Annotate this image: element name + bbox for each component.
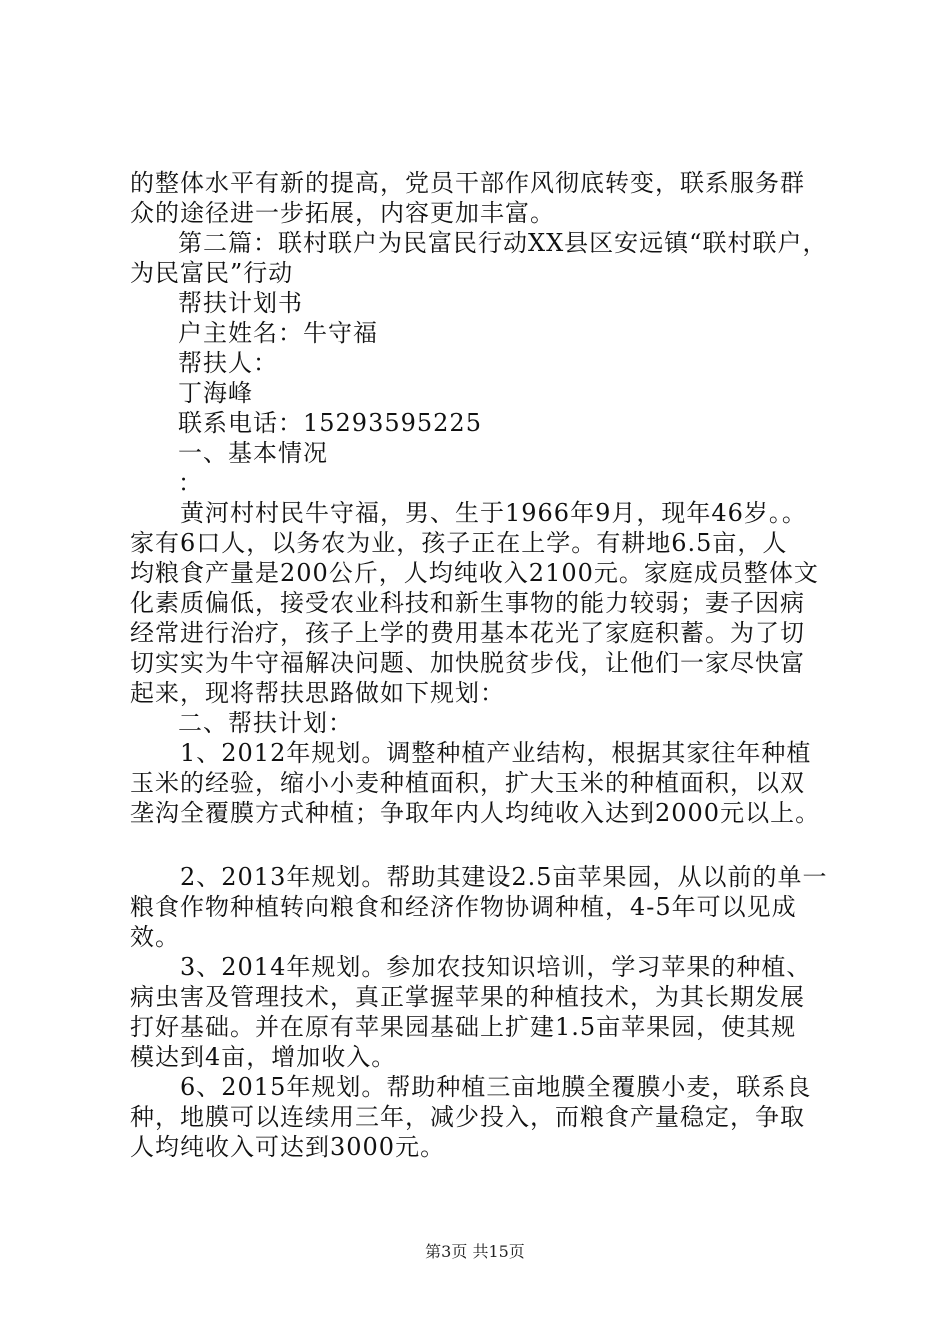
heading-help-plan: 二、帮扶计划： <box>178 709 353 737</box>
paragraph-line: 经常进行治疗，孩子上学的费用基本花光了家庭积蓄。为了切 <box>130 619 805 647</box>
paragraph-line: 模达到4亩，增加收入。 <box>130 1043 397 1071</box>
text-line: 众的途径进一步拓展，内容更加丰富。 <box>130 199 555 227</box>
paragraph-line: 黄河村村民牛守福，男、生于1966年9月，现年46岁。。 <box>180 499 807 527</box>
paragraph-line: 起来，现将帮扶思路做如下规划： <box>130 679 505 707</box>
plan-title: 帮扶计划书 <box>178 289 303 317</box>
paragraph-line: 打好基础。并在原有苹果园基础上扩建1.5亩苹果园，使其规 <box>130 1013 797 1041</box>
paragraph-line: 玉米的经验，缩小小麦种植面积，扩大玉米的种植面积，以双 <box>130 769 805 797</box>
text-line: 的整体水平有新的提高，党员干部作风彻底转变，联系服务群 <box>130 169 805 197</box>
plan-2014: 3、2014年规划。参加农技知识培训，学习苹果的种植、 <box>180 953 812 981</box>
plan-2013: 2、2013年规划。帮助其建设2.5亩苹果园，从以前的单一 <box>180 863 828 891</box>
paragraph-line: 切实实为牛守福解决问题、加快脱贫步伐，让他们一家尽快富 <box>130 649 805 677</box>
helper-name: 丁海峰 <box>178 379 253 407</box>
paragraph-line: 种，地膜可以连续用三年，减少投入，而粮食产量稳定，争取 <box>130 1103 805 1131</box>
section-title: 第二篇：联村联户为民富民行动XX县区安远镇“联村联户， <box>178 229 828 257</box>
page-number-footer: 第3页 共15页 <box>425 1242 525 1261</box>
paragraph-line: 化素质偏低，接受农业科技和新生事物的能力较弱；妻子因病 <box>130 589 805 617</box>
householder-name: 户主姓名：牛守福 <box>178 319 378 347</box>
paragraph-line: 效。 <box>130 923 180 951</box>
paragraph-line: 病虫害及管理技术，真正掌握苹果的种植技术，为其长期发展 <box>130 983 805 1011</box>
plan-2012: 1、2012年规划。调整种植产业结构，根据其家往年种植 <box>180 739 812 767</box>
plan-2015: 6、2015年规划。帮助种植三亩地膜全覆膜小麦，联系良 <box>180 1073 812 1101</box>
paragraph-line: 人均纯收入可达到3000元。 <box>130 1133 446 1161</box>
paragraph-gap <box>130 828 840 862</box>
document-body <box>130 168 840 1162</box>
paragraph-line: 均粮食产量是200公斤，人均纯收入2100元。家庭成员整体文 <box>130 559 819 587</box>
paragraph-line: 粮食作物种植转向粮食和经济作物协调种植，4-5年可以见成 <box>130 893 797 921</box>
contact-phone: 联系电话：15293595225 <box>178 409 482 437</box>
paragraph-line: 垄沟全覆膜方式种植；争取年内人均纯收入达到2000元以上。 <box>130 799 821 827</box>
text-line: 为民富民”行动 <box>130 259 294 287</box>
heading-basic-info: 一、基本情况 <box>178 439 328 467</box>
paragraph-line: 家有6口人，以务农为业，孩子正在上学。有耕地6.5亩，人 <box>130 529 788 557</box>
text-line: ： <box>178 469 203 497</box>
helper-label: 帮扶人： <box>178 349 278 377</box>
